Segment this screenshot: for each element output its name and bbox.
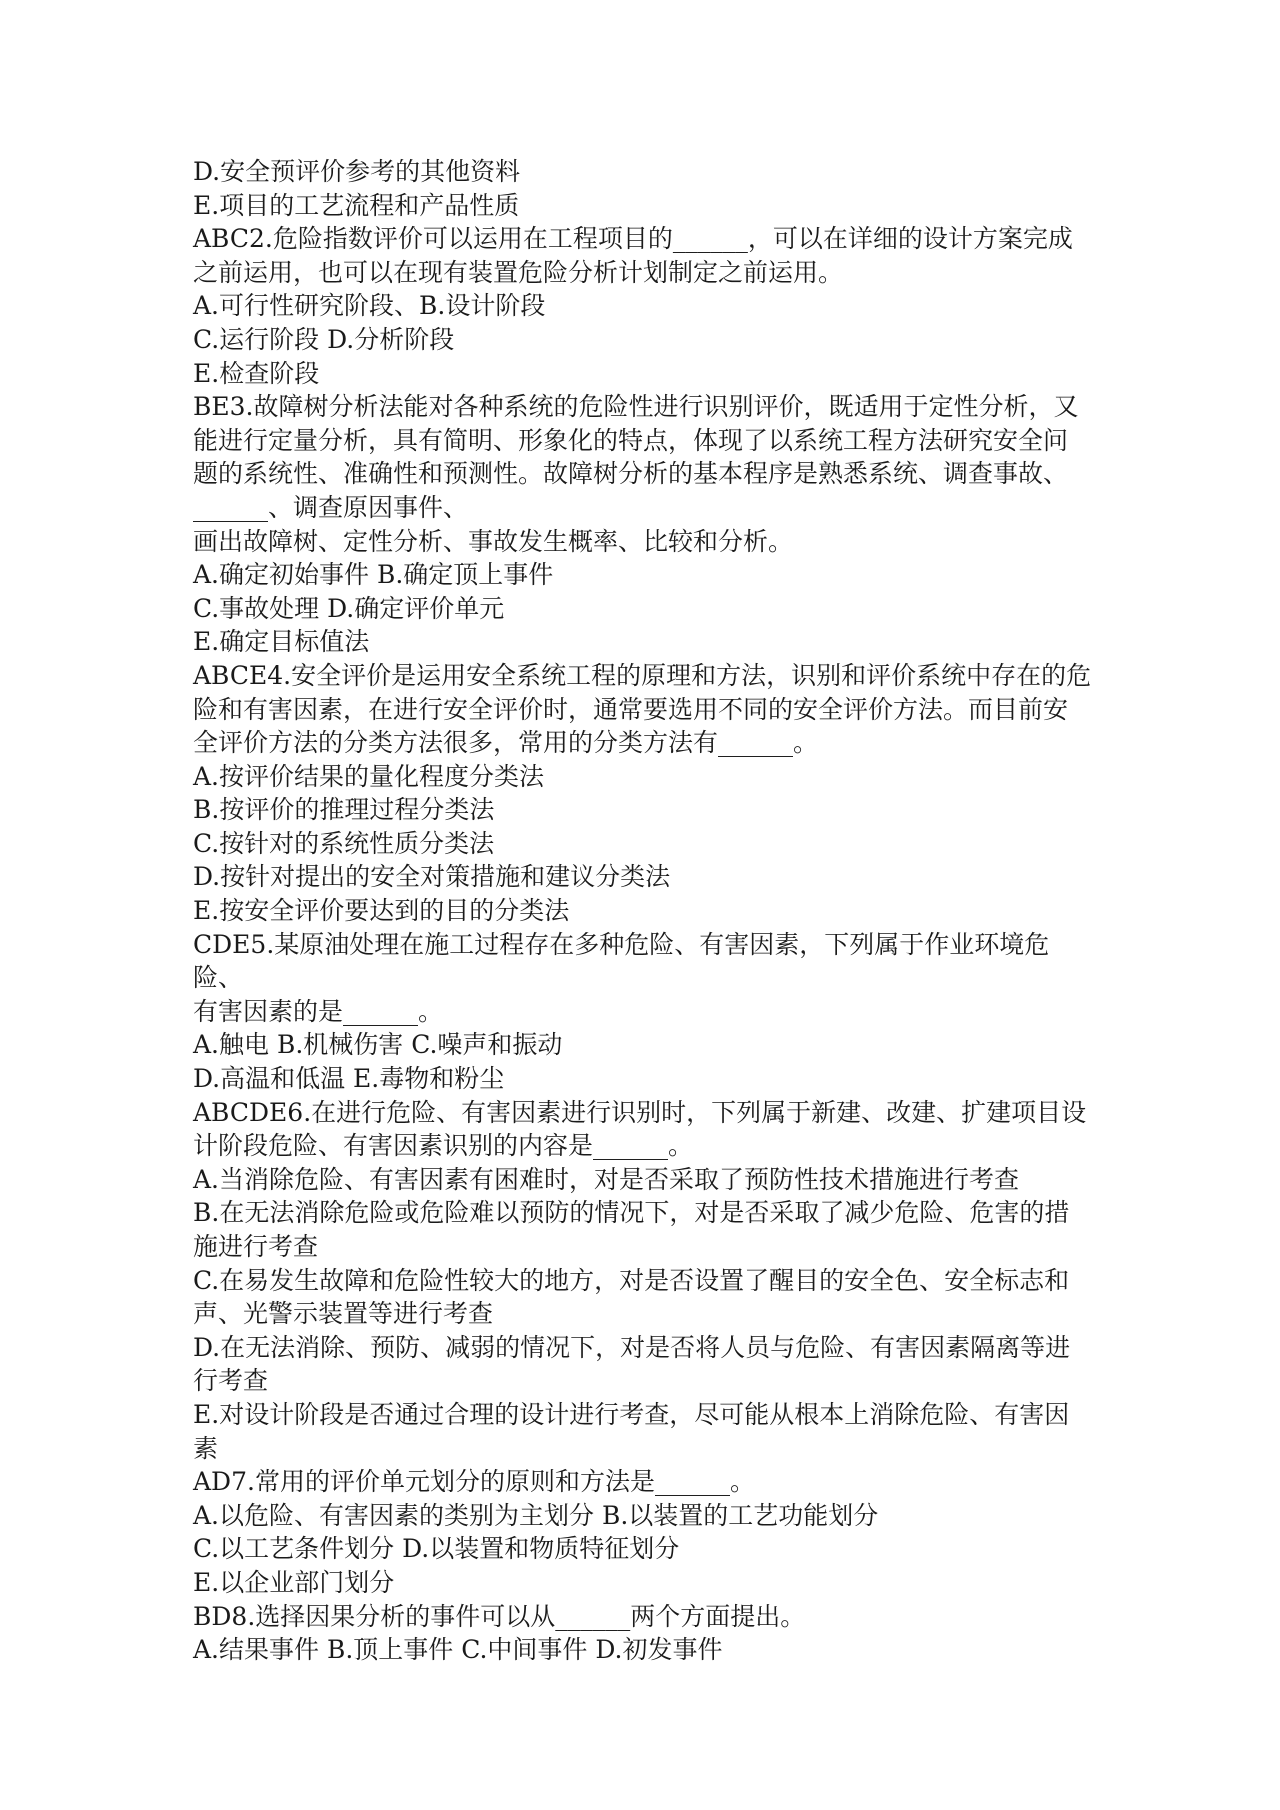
option-line: A.确定初始事件 B.确定顶上事件 bbox=[193, 560, 554, 590]
option-line: C.运行阶段 D.分析阶段 bbox=[193, 324, 455, 354]
option-line: A.可行性研究阶段、B.设计阶段 bbox=[193, 291, 546, 321]
question-6-stem: ABCDE6.在进行危险、有害因素进行识别时，下列属于新建、改建、扩建项目设 bbox=[193, 1097, 1087, 1127]
document-body bbox=[193, 155, 1095, 1667]
option-line: B.按评价的推理过程分类法 bbox=[193, 795, 495, 825]
option-line: E.以企业部门划分 bbox=[193, 1567, 395, 1597]
question-2-stem: ABC2.危险指数评价可以运用在工程项目的______，可以在详细的设计方案完成 bbox=[193, 224, 1073, 254]
text-line: 能进行定量分析，具有简明、形象化的特点，体现了以系统工程方法研究安全问 bbox=[193, 425, 1069, 455]
text-line: 题的系统性、准确性和预测性。故障树分析的基本程序是熟悉系统、调查事故、 bbox=[193, 459, 1069, 489]
text-line: 全评价方法的分类方法很多，常用的分类方法有______。 bbox=[193, 728, 819, 758]
text-line: 行考查 bbox=[193, 1366, 269, 1396]
text-line: 施进行考查 bbox=[193, 1232, 319, 1261]
question-7-stem: AD7.常用的评价单元划分的原则和方法是______。 bbox=[193, 1467, 755, 1497]
text-line: 之前运用，也可以在现有装置危险分析计划制定之前运用。 bbox=[193, 257, 844, 287]
option-line: E.确定目标值法 bbox=[193, 627, 370, 657]
text-line: 险和有害因素，在进行安全评价时，通常要选用不同的安全评价方法。而目前安 bbox=[193, 694, 1069, 724]
option-line: D.高温和低温 E.毒物和粉尘 bbox=[193, 1064, 505, 1094]
option-line: E.检查阶段 bbox=[193, 358, 320, 388]
option-line: C.以工艺条件划分 D.以装置和物质特征划分 bbox=[193, 1534, 680, 1564]
text-line: 有害因素的是______。 bbox=[193, 996, 444, 1026]
option-line: A.当消除危险、有害因素有困难时，对是否采取了预防性技术措施进行考查 bbox=[193, 1164, 1020, 1194]
text-line: 声、光警示装置等进行考查 bbox=[193, 1299, 494, 1329]
question-5-stem: CDE5.某原油处理在施工过程存在多种危险、有害因素，下列属于作业环境危险、 bbox=[193, 929, 1050, 993]
text-line: 计阶段危险、有害因素识别的内容是______。 bbox=[193, 1131, 694, 1161]
text-line: D.安全预评价参考的其他资料 bbox=[193, 157, 521, 186]
option-line: C.事故处理 D.确定评价单元 bbox=[193, 593, 505, 623]
question-3-stem: BE3.故障树分析法能对各种系统的危险性进行识别评价，既适用于定性分析，又 bbox=[193, 392, 1079, 422]
option-line: E.对设计阶段是否通过合理的设计进行考查，尽可能从根本上消除危险、有害因 bbox=[193, 1399, 1070, 1429]
option-line: E.按安全评价要达到的目的分类法 bbox=[193, 896, 570, 926]
option-line: C.在易发生故障和危险性较大的地方，对是否设置了醒目的安全色、安全标志和 bbox=[193, 1265, 1070, 1295]
option-line: A.以危险、有害因素的类别为主划分 B.以装置的工艺功能划分 bbox=[193, 1500, 879, 1530]
option-line: B.在无法消除危险或危险难以预防的情况下，对是否采取了减少危险、危害的措 bbox=[193, 1198, 1070, 1228]
option-line: D.按针对提出的安全对策措施和建议分类法 bbox=[193, 862, 671, 892]
option-line: D.在无法消除、预防、减弱的情况下，对是否将人员与危险、有害因素隔离等进 bbox=[193, 1332, 1071, 1362]
option-line: C.按针对的系统性质分类法 bbox=[193, 828, 495, 858]
question-8-stem: BD8.选择因果分析的事件可以从______两个方面提出。 bbox=[193, 1601, 806, 1631]
option-line: A.触电 B.机械伤害 C.噪声和振动 bbox=[193, 1030, 563, 1060]
text-line: 画出故障树、定性分析、事故发生概率、比较和分析。 bbox=[193, 526, 794, 556]
text-line: 素 bbox=[193, 1433, 219, 1463]
option-line: A.结果事件 B.顶上事件 C.中间事件 D.初发事件 bbox=[193, 1635, 723, 1665]
question-4-stem: ABCE4.安全评价是运用安全系统工程的原理和方法，识别和评价系统中存在的危 bbox=[193, 660, 1092, 690]
text-line: ______、调查原因事件、 bbox=[193, 492, 469, 522]
text-line: E.项目的工艺流程和产品性质 bbox=[193, 190, 520, 220]
option-line: A.按评价结果的量化程度分类法 bbox=[193, 761, 545, 791]
